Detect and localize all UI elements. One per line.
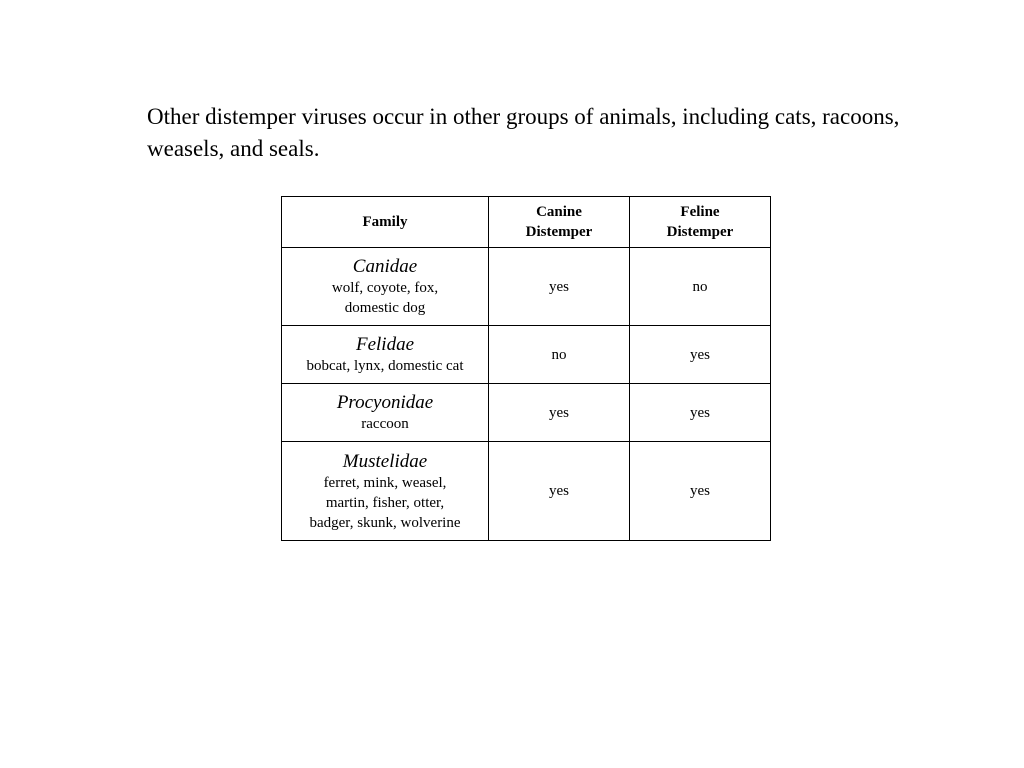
- table-row-procyonidae: [282, 384, 771, 442]
- canine-distemper-cell: [489, 384, 630, 442]
- family-name: Mustelidae: [342, 450, 428, 472]
- canine-distemper-cell: [489, 248, 630, 326]
- family-members-line: raccoon: [361, 416, 409, 432]
- header-canine-line1: Canine: [536, 204, 582, 220]
- header-canine-line2: Distemper: [525, 224, 593, 240]
- table-row-canidae: [282, 248, 771, 326]
- canine-distemper-value: yes: [549, 483, 569, 499]
- family-name: Procyonidae: [336, 392, 434, 413]
- feline-distemper-cell: [630, 442, 771, 541]
- family-cell: [282, 384, 489, 442]
- canine-distemper-cell: [489, 442, 630, 541]
- family-cell: [282, 326, 489, 384]
- intro-paragraph: Other distemper viruses occur in other groups of animals, including cats, racoons, weasels, and seals.: [147, 104, 900, 161]
- table-row-mustelidae: [282, 442, 771, 541]
- header-feline-line1: Feline: [680, 204, 720, 220]
- canine-distemper-cell: [489, 326, 630, 384]
- feline-distemper-cell: [630, 384, 771, 442]
- header-family-label: Family: [362, 214, 408, 230]
- feline-distemper-cell: [630, 248, 771, 326]
- family-cell: [282, 442, 489, 541]
- family-members-line: badger, skunk, wolverine: [309, 514, 461, 531]
- family-name: Canidae: [352, 256, 418, 277]
- canine-distemper-value: yes: [549, 404, 569, 421]
- feline-distemper-value: yes: [690, 483, 710, 499]
- feline-distemper-cell: [630, 326, 771, 384]
- feline-distemper-value: no: [692, 278, 708, 295]
- feline-distemper-value: yes: [690, 346, 710, 363]
- family-members-line: ferret, mink, weasel,: [323, 474, 447, 491]
- header-canine-distemper: [489, 197, 630, 248]
- family-cell: [282, 248, 489, 326]
- family-members-line: martin, fisher, otter,: [325, 494, 445, 511]
- table-header-row: [282, 197, 771, 248]
- table-row-felidae: [282, 326, 771, 384]
- header-feline-distemper: [630, 197, 771, 248]
- canine-distemper-value: no: [551, 346, 567, 363]
- family-members-line: wolf, coyote, fox,: [331, 280, 439, 296]
- distemper-table: [281, 196, 771, 541]
- family-members-line: domestic dog: [344, 300, 426, 316]
- family-members-line: bobcat, lynx, domestic cat: [306, 358, 464, 374]
- feline-distemper-value: yes: [690, 404, 710, 421]
- header-family: [282, 197, 489, 248]
- family-name: Felidae: [355, 334, 415, 355]
- canine-distemper-value: yes: [549, 278, 569, 295]
- header-feline-line2: Distemper: [666, 224, 734, 240]
